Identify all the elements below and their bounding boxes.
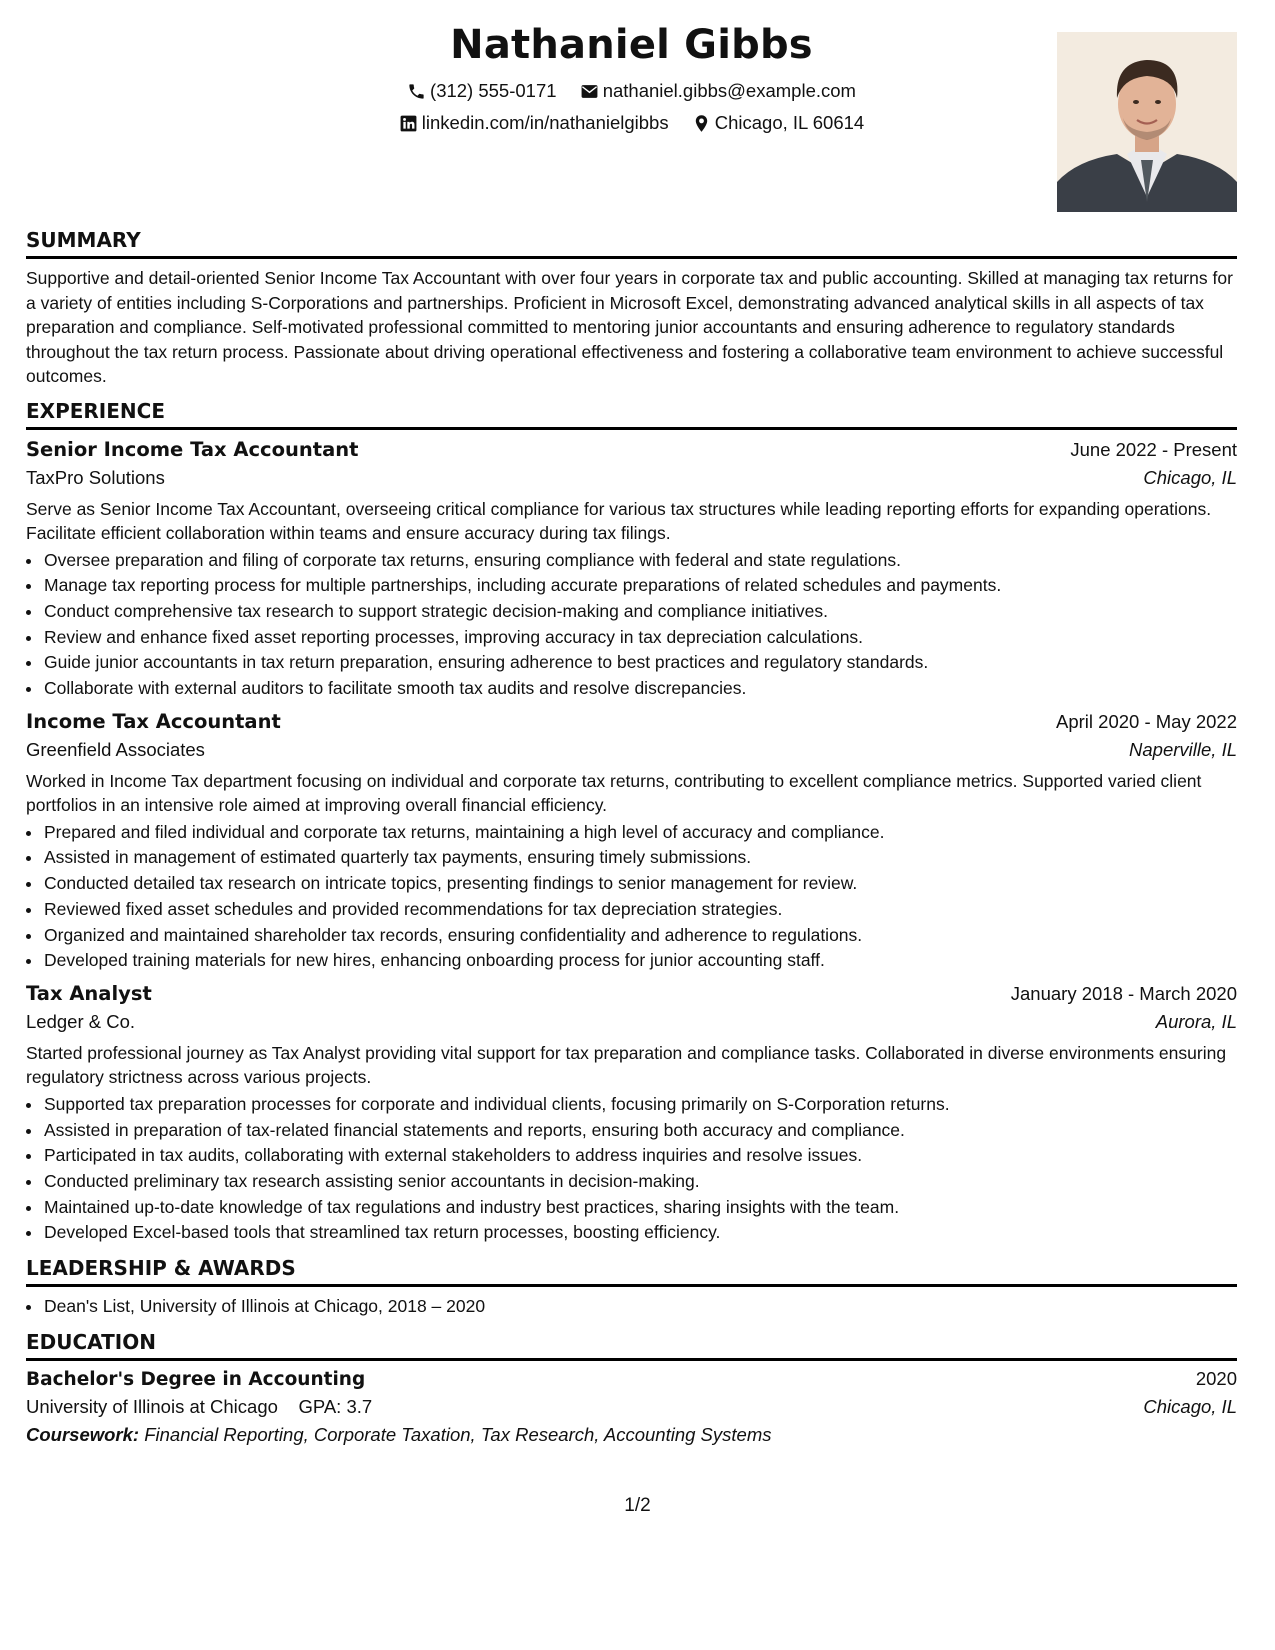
leadership-section bbox=[26, 1256, 1237, 1320]
bullet-item: • Developed training materials for new hires, enhancing onboarding process for junior accounting staff. bbox=[43, 948, 1237, 974]
profile-photo bbox=[1057, 32, 1237, 212]
summary-text: Supportive and detail-oriented Senior Income Tax Accountant with over four years in corporate tax and public accounting. Skilled at managing tax returns for a variety of entities including S-Corporations and partnerships. Proficient in Microsoft Excel, demonstrating advanced analytical skills in all aspects of tax preparation and compliance. Self-motivated professional committed to mentoring junior accountants and ensuring adherence to regulatory standards throughout the tax return process. Passionate about driving operational effectiveness and fostering a collaborative team environment to achieve successful outcomes. bbox=[26, 268, 1233, 386]
education-section bbox=[26, 1330, 1237, 1446]
bullet-item: • Oversee preparation and filing of corporate tax returns, ensuring compliance with federal and state regulations. bbox=[43, 548, 1237, 574]
bullet-item: • Developed Excel-based tools that streamlined tax return processes, boosting efficiency. bbox=[43, 1220, 1237, 1246]
job-bullets bbox=[26, 1092, 1237, 1246]
job-title: Tax Analyst bbox=[26, 981, 152, 1005]
job-dates: January 2018 - March 2020 bbox=[1010, 982, 1237, 1004]
company-name: TaxPro Solutions bbox=[26, 466, 165, 488]
page-number: 1/2 bbox=[624, 1495, 651, 1516]
contact-location bbox=[692, 112, 864, 134]
job-bullets bbox=[26, 548, 1237, 702]
school-location: Chicago, IL bbox=[1143, 1395, 1237, 1417]
job-entry bbox=[26, 982, 1237, 1246]
bullet-item: • Guide junior accountants in tax return preparation, ensuring adherence to best practices and regulatory standards. bbox=[43, 650, 1237, 676]
bullet-item: • Supported tax preparation processes for corporate and individual clients, focusing primarily on S-Corporation returns. bbox=[43, 1092, 1237, 1118]
summary-heading: SUMMARY bbox=[26, 228, 1237, 259]
experience-heading: EXPERIENCE bbox=[26, 399, 1237, 430]
degree-title: Bachelor's Degree in Accounting bbox=[26, 1368, 366, 1390]
envelope-icon bbox=[580, 82, 599, 101]
graduation-year: 2020 bbox=[1195, 1367, 1237, 1389]
gpa: GPA: 3.7 bbox=[298, 1395, 373, 1417]
leadership-bullets bbox=[26, 1294, 1237, 1320]
bullet-item: • Assisted in preparation of tax-related financial statements and reports, ensuring both accuracy and compliance. bbox=[43, 1118, 1237, 1144]
education-heading: EDUCATION bbox=[26, 1330, 1237, 1361]
coursework-label: Coursework: bbox=[26, 1423, 140, 1445]
bullet-item: • Maintained up-to-date knowledge of tax regulations and industry best practices, sharing insights with the team. bbox=[43, 1195, 1237, 1221]
job-description: Worked in Income Tax department focusing on individual and corporate tax returns, contributing to excellent compliance metrics. Supported varied client portfolios in an intensive role aimed at improving overall financial efficiency. bbox=[26, 770, 1202, 816]
coursework-list: Financial Reporting, Corporate Taxation, Tax Research, Accounting Systems bbox=[144, 1423, 772, 1445]
job-location: Naperville, IL bbox=[1129, 738, 1237, 760]
job-location: Chicago, IL bbox=[1143, 466, 1237, 488]
contact-email bbox=[580, 80, 856, 102]
school-name: University of Illinois at Chicago bbox=[26, 1395, 278, 1417]
linkedin-icon bbox=[399, 114, 418, 133]
job-bullets bbox=[26, 820, 1237, 974]
bullet-item: • Assisted in management of estimated quarterly tax payments, ensuring timely submissions. bbox=[43, 845, 1237, 871]
bullet-item: • Prepared and filed individual and corporate tax returns, maintaining a high level of accuracy and compliance. bbox=[43, 820, 1237, 846]
bullet-item: • Conduct comprehensive tax research to support strategic decision-making and compliance initiatives. bbox=[43, 599, 1237, 625]
company-name: Greenfield Associates bbox=[26, 738, 205, 760]
bullet-item: • Conducted detailed tax research on intricate topics, presenting findings to senior management for review. bbox=[43, 871, 1237, 897]
job-dates: April 2020 - May 2022 bbox=[1056, 710, 1237, 732]
experience-section bbox=[26, 399, 1237, 1247]
job-title: Income Tax Accountant bbox=[26, 709, 281, 733]
candidate-name: Nathaniel Gibbs bbox=[450, 22, 813, 68]
location-text: Chicago, IL 60614 bbox=[714, 112, 865, 133]
leadership-heading: LEADERSHIP & AWARDS bbox=[26, 1256, 1237, 1287]
phone-number: (312) 555-0171 bbox=[430, 80, 557, 101]
map-pin-icon bbox=[692, 114, 711, 133]
job-entry bbox=[26, 438, 1237, 702]
job-description: Started professional journey as Tax Analyst providing vital support for tax preparation and compliance tasks. Collaborated in diverse environments ensuring regulatory strictness across various projects. bbox=[26, 1042, 1227, 1088]
bullet-item: • Manage tax reporting process for multiple partnerships, including accurate preparations of related schedules and payments. bbox=[43, 573, 1237, 599]
contact-row-2 bbox=[26, 112, 1237, 138]
summary-section bbox=[26, 228, 1237, 389]
contact-linkedin bbox=[399, 112, 669, 134]
contact-phone bbox=[407, 80, 557, 102]
job-title: Senior Income Tax Accountant bbox=[26, 437, 359, 461]
bullet-item: • Participated in tax audits, collaborating with external stakeholders to address inquiries and resolve issues. bbox=[43, 1143, 1237, 1169]
job-location: Aurora, IL bbox=[1155, 1010, 1237, 1032]
coursework bbox=[26, 1424, 1237, 1446]
contact-row-1 bbox=[26, 80, 1237, 106]
email-address: nathaniel.gibbs@example.com bbox=[602, 80, 856, 101]
resume-header bbox=[26, 0, 1237, 218]
job-description: Serve as Senior Income Tax Accountant, overseeing critical compliance for various tax structures while leading reporting efforts for expanding operations. Facilitate efficient collaboration within teams and ensure accuracy during tax filings. bbox=[26, 498, 1212, 543]
company-name: Ledger & Co. bbox=[26, 1010, 136, 1032]
job-entry bbox=[26, 710, 1237, 974]
bullet-item: • Collaborate with external auditors to facilitate smooth tax audits and resolve discrepancies. bbox=[43, 676, 1237, 702]
bullet-item: • Conducted preliminary tax research assisting senior accountants in decision-making. bbox=[43, 1169, 1237, 1195]
bullet-item: • Reviewed fixed asset schedules and provided recommendations for tax depreciation strategies. bbox=[43, 897, 1237, 923]
linkedin-url: linkedin.com/in/nathanielgibbs bbox=[421, 112, 669, 133]
bullet-item: • Dean's List, University of Illinois at Chicago, 2018 – 2020 bbox=[43, 1294, 1237, 1320]
job-dates: June 2022 - Present bbox=[1070, 438, 1237, 460]
phone-icon bbox=[407, 82, 426, 101]
bullet-item: • Review and enhance fixed asset reporting processes, improving accuracy in tax depreciation calculations. bbox=[43, 625, 1237, 651]
bullet-item: • Organized and maintained shareholder tax records, ensuring confidentiality and adherence to regulations. bbox=[43, 923, 1237, 949]
